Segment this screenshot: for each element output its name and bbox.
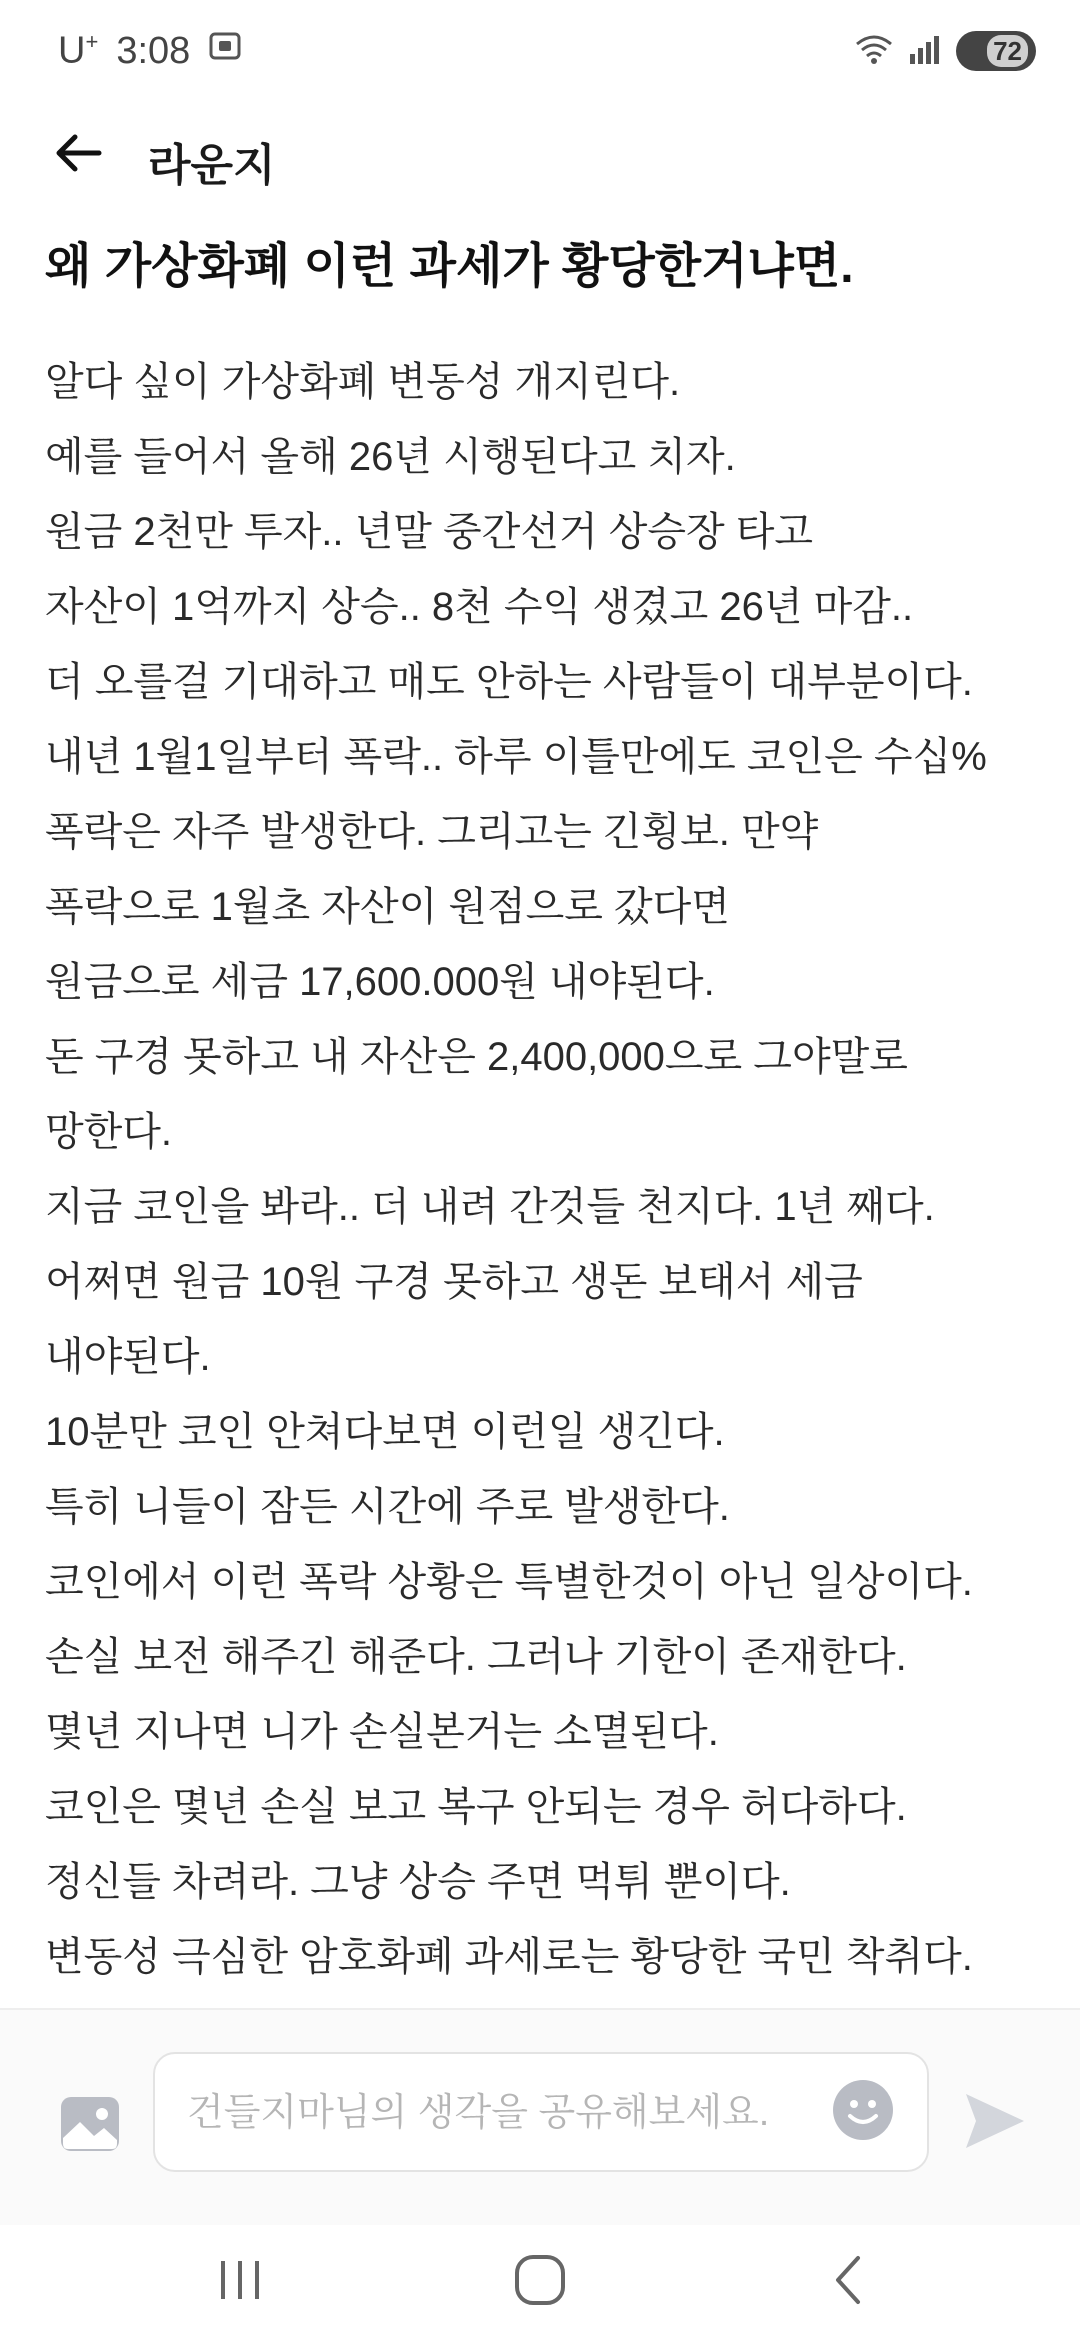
post-line: 정신들 차려라. 그냥 상승 주면 먹튀 뿐이다. [45, 1860, 791, 1904]
home-button[interactable] [500, 2247, 580, 2317]
wifi-icon [854, 32, 894, 71]
post-line: 망한다. [45, 1110, 173, 1154]
recent-apps-icon [215, 2255, 265, 2310]
post-line: 내년 1월1일부터 폭락.. 하루 이틀만에도 코인은 수십% [45, 735, 987, 779]
post-line: 돈 구경 못하고 내 자산은 2,400,000으로 그야말로 [45, 1035, 908, 1079]
carrier-name: U [58, 29, 86, 72]
app-header [0, 115, 1080, 195]
signal-icon [908, 32, 942, 71]
post-line: 몇년 지나면 니가 손실본거는 소멸된다. [45, 1710, 719, 1754]
back-button[interactable] [44, 123, 114, 187]
page-title: 라운지 [148, 141, 276, 190]
image-attach-button[interactable] [58, 2092, 122, 2156]
battery-level: 72 [987, 35, 1028, 67]
carrier-sup: + [85, 29, 99, 55]
post-line: 코인은 몇년 손실 보고 복구 안되는 경우 허다하다. [45, 1785, 907, 1829]
post-line: 변동성 극심한 암호화폐 과세로는 황당한 국민 착취다. [45, 1935, 973, 1979]
recent-apps-button[interactable] [200, 2247, 280, 2317]
post-line: 어쩌면 원금 10원 구경 못하고 생돈 보태서 세금 [45, 1260, 863, 1304]
status-right [854, 26, 1036, 76]
send-button[interactable] [960, 2086, 1030, 2156]
image-icon [58, 2143, 122, 2160]
comment-input-box[interactable] [153, 2052, 929, 2172]
screen-record-icon [208, 29, 242, 73]
status-bar [0, 0, 1080, 100]
post-line: 예를 들어서 올해 26년 시행된다고 치자. [45, 435, 736, 479]
post-line: 손실 보전 해주긴 해준다. 그러나 기한이 존재한다. [45, 1635, 907, 1679]
post-line: 폭락으로 1월초 자산이 원점으로 갔다면 [45, 885, 730, 929]
post-line: 폭락은 자주 발생한다. 그리고는 긴횡보. 만약 [45, 810, 819, 854]
comment-input[interactable] [185, 2082, 779, 2144]
post-line: 특히 니들이 잠든 시간에 주로 발생한다. [45, 1485, 730, 1529]
post-title: 왜 가상화폐 이런 과세가 황당한거냐면. [45, 240, 854, 293]
carrier-label [58, 29, 98, 73]
nav-back-button[interactable] [808, 2247, 888, 2317]
system-nav-bar [0, 2225, 1080, 2340]
post-line: 코인에서 이런 폭락 상황은 특별한것이 아닌 일상이다. [45, 1560, 973, 1604]
post-line: 내야된다. [45, 1335, 211, 1379]
status-time: 3:08 [116, 29, 191, 72]
battery-icon [956, 31, 1036, 71]
post-line: 더 오를걸 기대하고 매도 안하는 사람들이 대부분이다. [45, 660, 973, 704]
post-line: 지금 코인을 봐라.. 더 내려 간것들 천지다. 1년 째다. [45, 1185, 935, 1229]
post-line: 원금으로 세금 17,600.000원 내야된다. [45, 960, 715, 1004]
post-body [45, 345, 1055, 1995]
home-icon [512, 2252, 568, 2313]
post-line: 알다 싶이 가상화폐 변동성 개지린다. [45, 360, 681, 404]
status-left [58, 26, 242, 76]
arrow-left-icon [55, 133, 103, 178]
post-line: 자산이 1억까지 상승.. 8천 수익 생겼고 26년 마감.. [45, 585, 914, 629]
emoji-button[interactable] [831, 2078, 895, 2142]
back-icon [828, 2252, 868, 2313]
send-icon [960, 2143, 1030, 2160]
post-line: 원금 2천만 투자.. 년말 중간선거 상승장 타고 [45, 510, 814, 554]
smiley-icon [831, 2129, 895, 2146]
post-line: 10분만 코인 안쳐다보면 이런일 생긴다. [45, 1410, 725, 1454]
